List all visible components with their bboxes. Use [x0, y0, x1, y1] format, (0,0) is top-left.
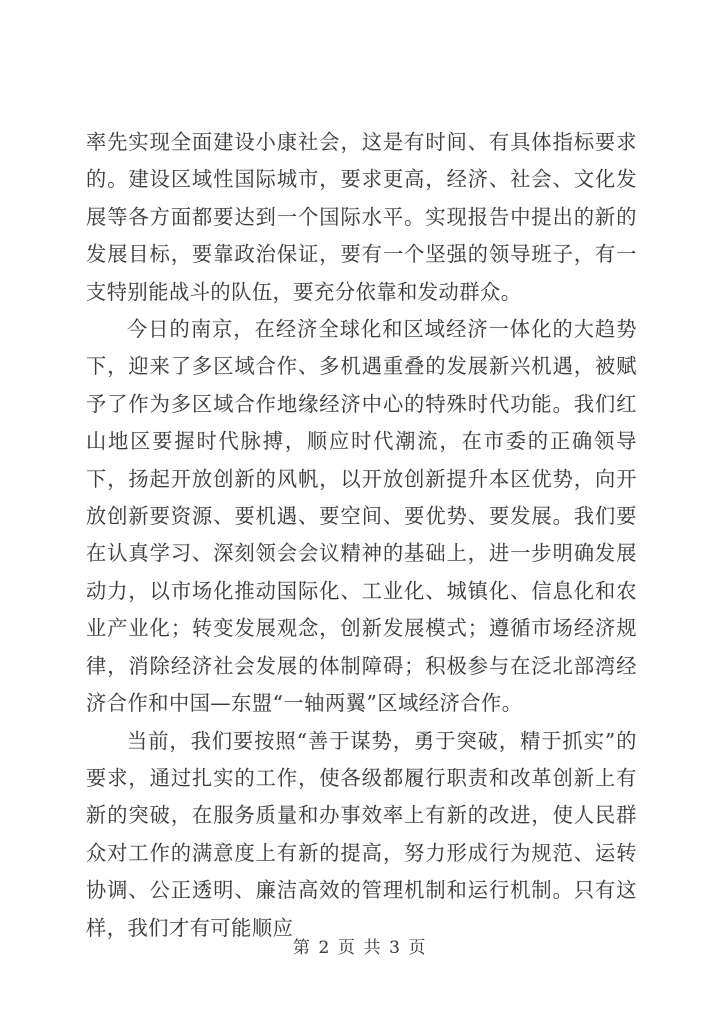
body-paragraph-3: 当前，我们要按照“善于谋势，勇于突破，精于抓实”的要求，通过扎实的工作，使各级都履行职责和改革创新上有新的突破，在服务质量和办事效率上有新的改进，使人民群众对工作的满意度上有新的提高，努力形成行为规范、运转协调、公正透明、廉洁高效的管理机制和运行机制。只有这样，我们才有可能顺应 [86, 728, 637, 940]
page-number-footer: 第 2 页 共 3 页 [292, 938, 428, 958]
body-paragraph-2: 今日的南京，在经济全球化和区域经济一体化的大趋势下，迎来了多区域合作、多机遇重叠的发展新兴机遇，被赋予了作为多区域合作地缘经济中心的特殊时代功能。我们红山地区要握时代脉搏，顺应时代潮流，在市委的正确领导下，扬起开放创新的风帆，以开放创新提升本区优势，向开放创新要资源、要机遇、要空间、要优势、要发展。我们要在认真学习、深刻领会会议精神的基础上，进一步明确发展动力，以市场化推动国际化、工业化、城镇化、信息化和农业产业化；转变发展观念，创新发展模式；遵循市场经济规律，消除经济社会发展的体制障碍；积极参与在泛北部湾经济合作和中国—东盟“一轴两翼”区域经济合作。 [86, 317, 637, 716]
body-paragraph-1: 率先实现全面建设小康社会，这是有时间、有具体指标要求的。建设区域性国际城市，要求更高，经济、社会、文化发展等各方面都要达到一个国际水平。实现报告中提出的新的发展目标，要靠政治保证，要有一个坚强的领导班子，有一支特别能战斗的队伍，要充分依靠和发动群众。 [86, 130, 637, 304]
document-body [86, 124, 637, 947]
